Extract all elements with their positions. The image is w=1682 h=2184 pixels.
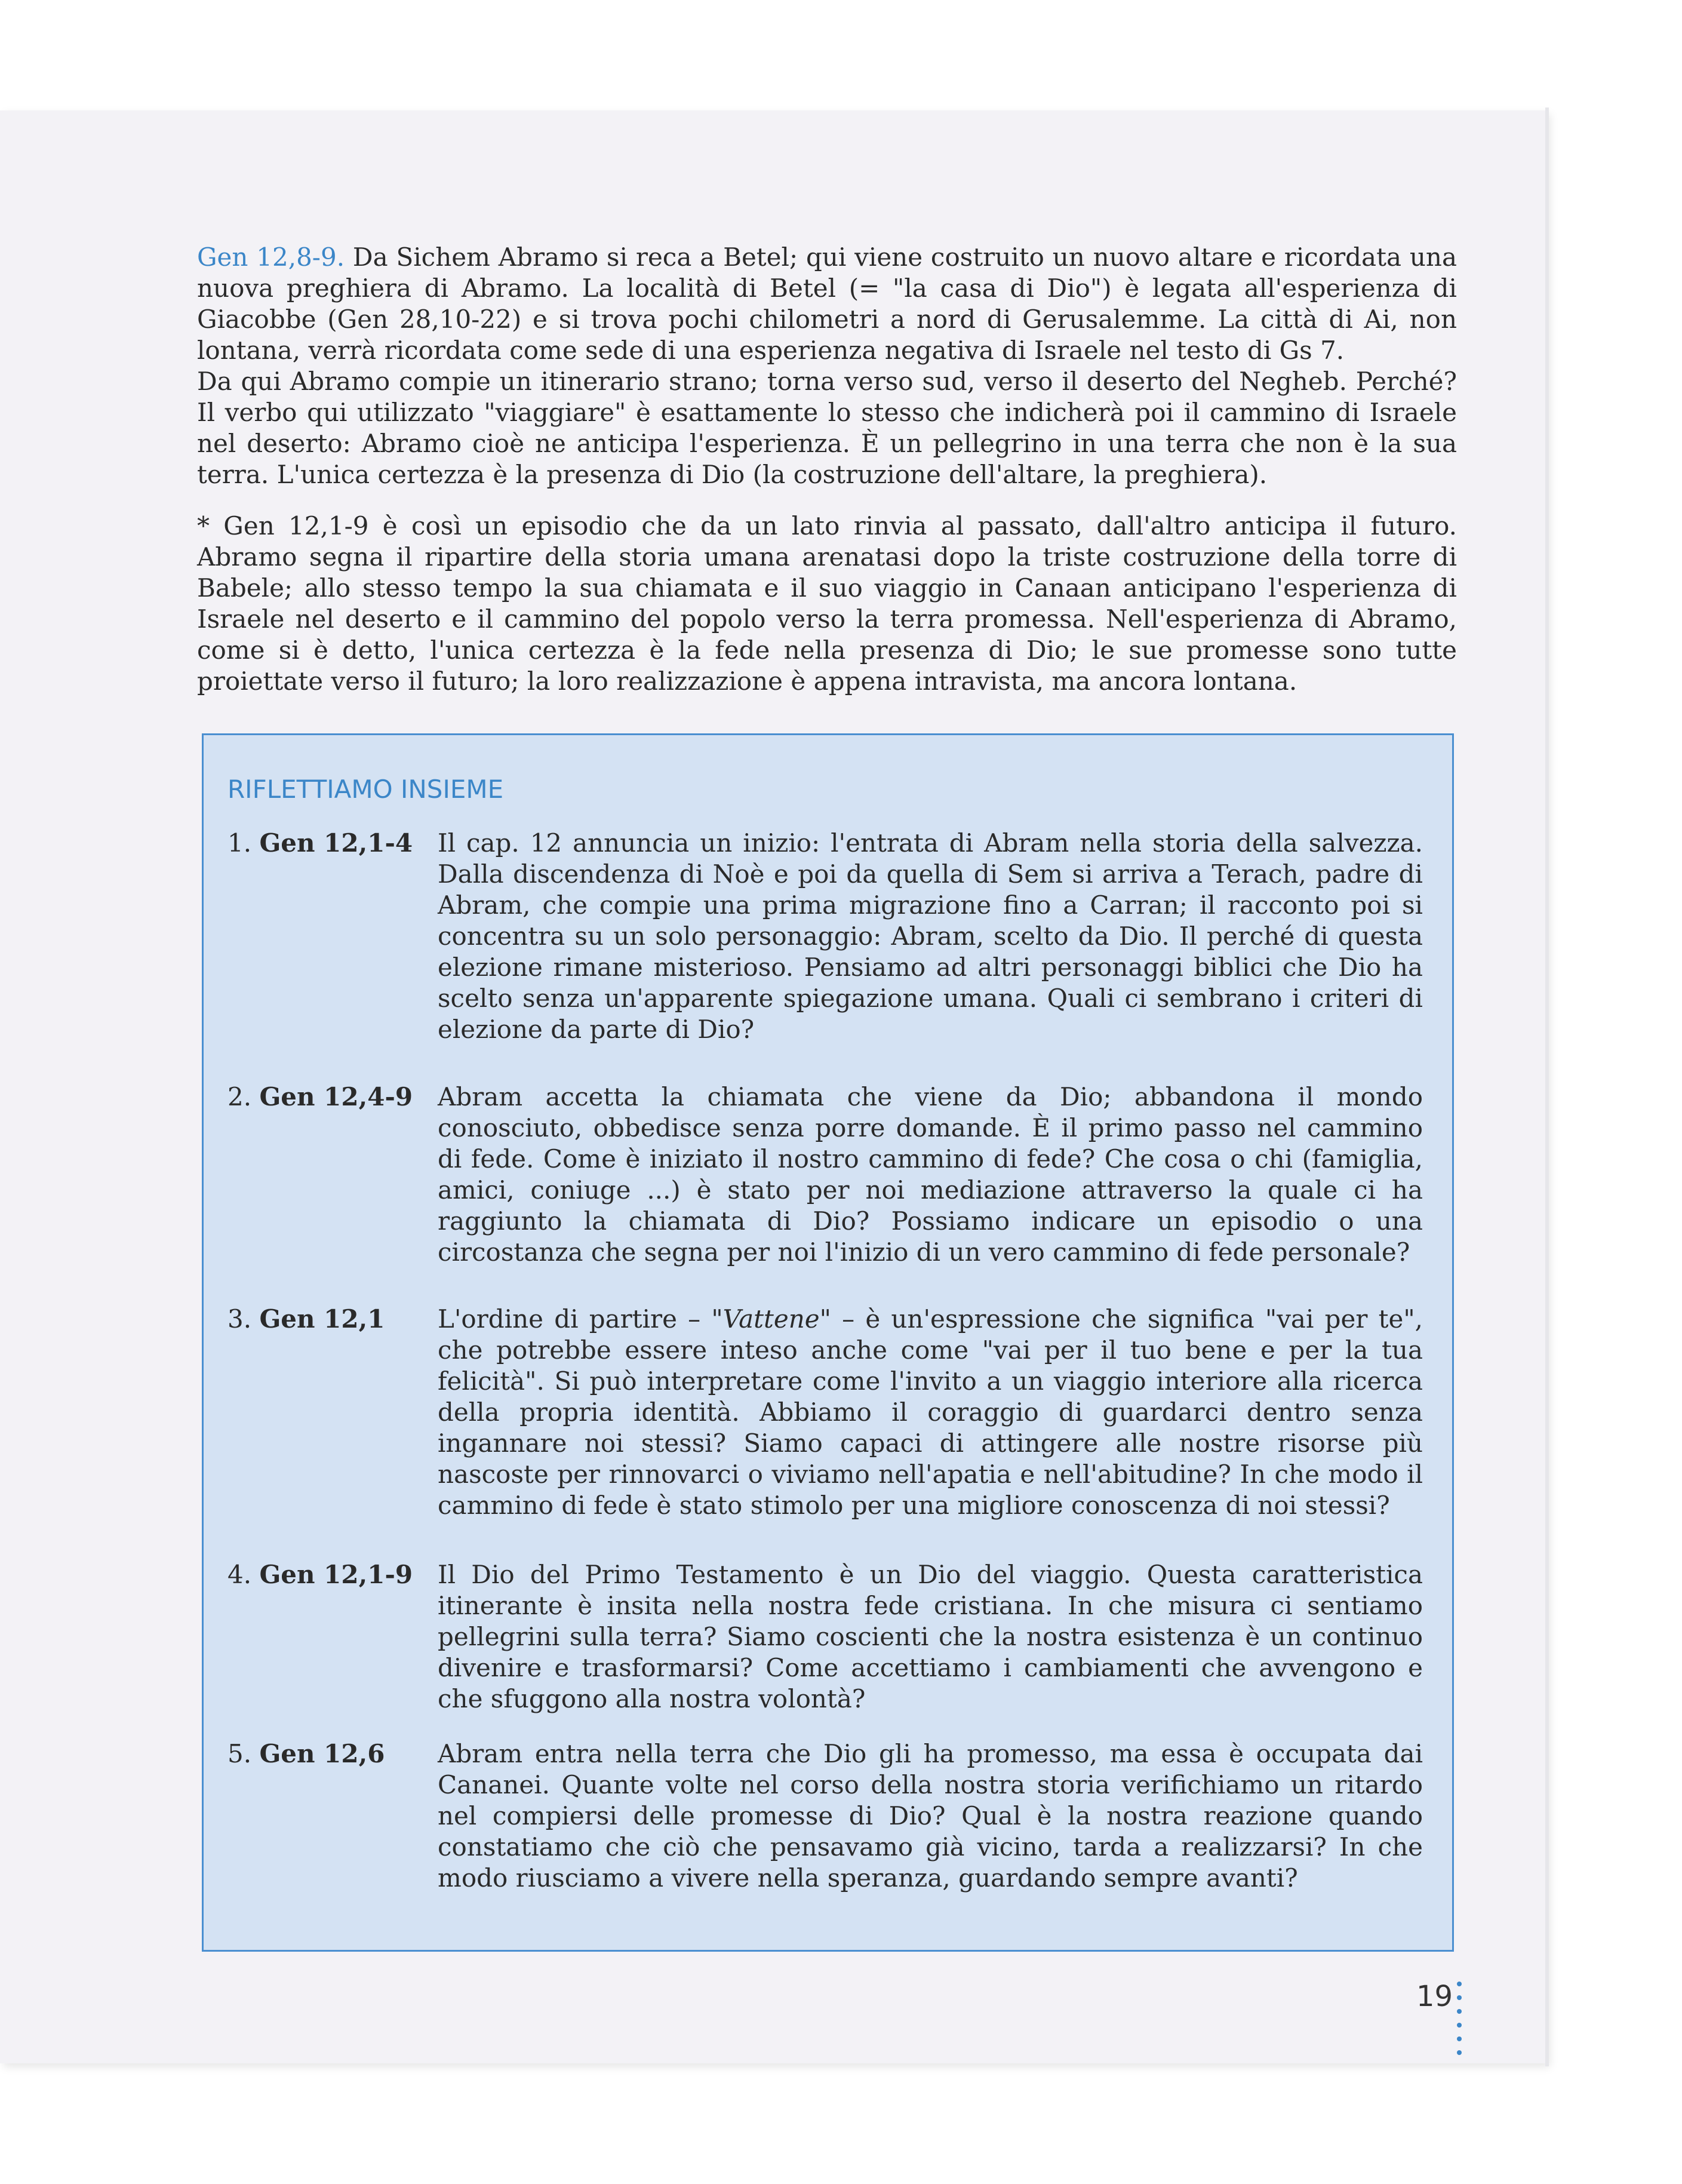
dot <box>1457 2009 1462 2014</box>
item-3-reference: Gen 12,1 <box>259 1304 385 1334</box>
page-number-dots-decoration <box>1457 1982 1463 2064</box>
item-4-number: 4. <box>227 1560 252 1589</box>
dot <box>1457 1982 1462 1986</box>
reflection-box-title: RIFLETTIAMO INSIEME <box>227 775 504 804</box>
item-1-label <box>227 828 413 859</box>
intro-text <box>197 242 1457 697</box>
item-4-label <box>227 1559 413 1590</box>
page-number: 19 <box>1416 1980 1453 2013</box>
intro-paragraph-2: Da qui Abramo compie un itinerario strano; torna verso sud, verso il deserto del Negheb. Perché? Il verbo qui utilizzato "viaggiare" è esattamente lo stesso che indicherà poi il cammino di Israele nel deserto: Abramo cioè ne anticipa l'esperienza. È un pellegrino in una terra che non è la sua terra. L'unica certezza è la presenza di Dio (la costruzione dell'altare, la preghiera). <box>197 367 1457 489</box>
dot <box>1457 2050 1462 2055</box>
item-3-quote: "Vattene" <box>711 1304 831 1334</box>
item-3-number: 3. <box>227 1304 252 1334</box>
item-3-label <box>227 1304 413 1335</box>
dot <box>1457 2023 1462 2028</box>
item-2-number: 2. <box>227 1082 252 1111</box>
item-1-reference: Gen 12,1-4 <box>259 828 413 858</box>
item-5-reference: Gen 12,6 <box>259 1739 385 1768</box>
intro-paragraph-1-text: Da Sichem Abramo si reca a Betel; qui viene costruito un nuovo altare e ricordata una nuova preghiera di Abramo. La località di Betel (= "la casa di Dio") è legata all'esperienza di Giacobbe (Gen 28,10-22) e si trova pochi chilometri a nord di Gerusalemme. La città di Ai, non lontana, verrà ricordata come sede di una esperienza negativa di Israele nel testo di Gs 7. <box>197 242 1457 365</box>
item-4-reference: Gen 12,1-9 <box>259 1560 413 1589</box>
item-5-label <box>227 1738 413 1770</box>
item-5-text: Abram entra nella terra che Dio gli ha promesso, ma essa è occupata dai Cananei. Quante volte nel corso della nostra storia verifichiamo un ritardo nel compiersi delle promesse di Dio? Qual è la nostra reazione quando constatiamo che ciò che pensavamo già vicino, tarda a realizzarsi? In che modo riusciamo a vivere nella speranza, guardando sempre avanti? <box>438 1739 1423 1893</box>
intro-paragraph-3: * Gen 12,1-9 è così un episodio che da un lato rinvia al passato, dall'altro anticipa il futuro. Abramo segna il ripartire della storia umana arenatasi dopo la triste costruzione della torre di Babele; allo stesso tempo la sua chiamata e il suo viaggio in Canaan anticipano l'esperienza di Israele nel deserto e il cammino del popolo verso la terra promessa. Nell'esperienza di Abramo, come si è detto, l'unica certezza è la fede nella presenza di Dio; le sue promesse sono tutte proiettate verso il futuro; la loro realizzazione è appena intravista, ma ancora lontana. <box>197 511 1457 696</box>
item-3-text-before: L'ordine di partire – <box>438 1304 712 1334</box>
item-2-text: Abram accetta la chiamata che viene da Dio; abbandona il mondo conosciuto, obbedisce senza porre domande. È il primo passo nel cammino di fede. Come è iniziato il nostro cammino di fede? Che cosa o chi (famiglia, amici, coniuge ...) è stato per noi mediazione attraverso la quale ci ha raggiunto la chiamata di Dio? Possiamo indicare un episodio o una circostanza che segna per noi l'inizio di un vero cammino di fede personale? <box>438 1082 1423 1267</box>
item-1-text: Il cap. 12 annuncia un inizio: l'entrata di Abram nella storia della salvezza. Dalla discendenza di Noè e poi da quella di Sem si arriva a Terach, padre di Abram, che compie una prima migrazione fino a Carran; il racconto poi si concentra su un solo personaggio: Abram, scelto da Dio. Il perché di questa elezione rimane misterioso. Pensiamo ad altri personaggi biblici che Dio ha scelto senza un'apparente spiegazione umana. Quali ci sembrano i criteri di elezione da parte di Dio? <box>438 828 1423 1044</box>
page-edge <box>1545 107 1549 2066</box>
item-2-label <box>227 1082 413 1113</box>
reflection-box <box>202 733 1454 1952</box>
intro-paragraph-1 <box>197 242 1457 366</box>
intro-reference: Gen 12,8-9. <box>197 242 345 272</box>
item-5-number: 5. <box>227 1739 252 1768</box>
item-2-reference: Gen 12,4-9 <box>259 1082 413 1111</box>
item-3-text <box>438 1304 1423 1521</box>
dot <box>1457 2036 1462 2041</box>
dot <box>1457 1995 1462 2000</box>
item-1-number: 1. <box>227 828 252 858</box>
item-3-text-after: – è un'espressione che significa "vai per te", che potrebbe essere inteso anche come "vai per il tuo bene e per la tua felicità". Si può interpretare come l'invito a un viaggio interiore alla ricerca della propria identità. Abbiamo il coraggio di guardarci dentro senza ingannare noi stessi? Siamo capaci di attingere alle nostre risorse più nascoste per rinnovarci o viviamo nell'apatia e nell'abitudine? In che modo il cammino di fede è stato stimolo per una migliore conoscenza di noi stessi? <box>438 1304 1423 1520</box>
item-4-text: Il Dio del Primo Testamento è un Dio del viaggio. Questa caratteristica itinerante è insita nella nostra fede cristiana. In che misura ci sentiamo pellegrini sulla terra? Siamo coscienti che la nostra esistenza è un continuo divenire e trasformarsi? Come accettiamo i cambiamenti che avvengono e che sfuggono alla nostra volontà? <box>438 1560 1423 1713</box>
